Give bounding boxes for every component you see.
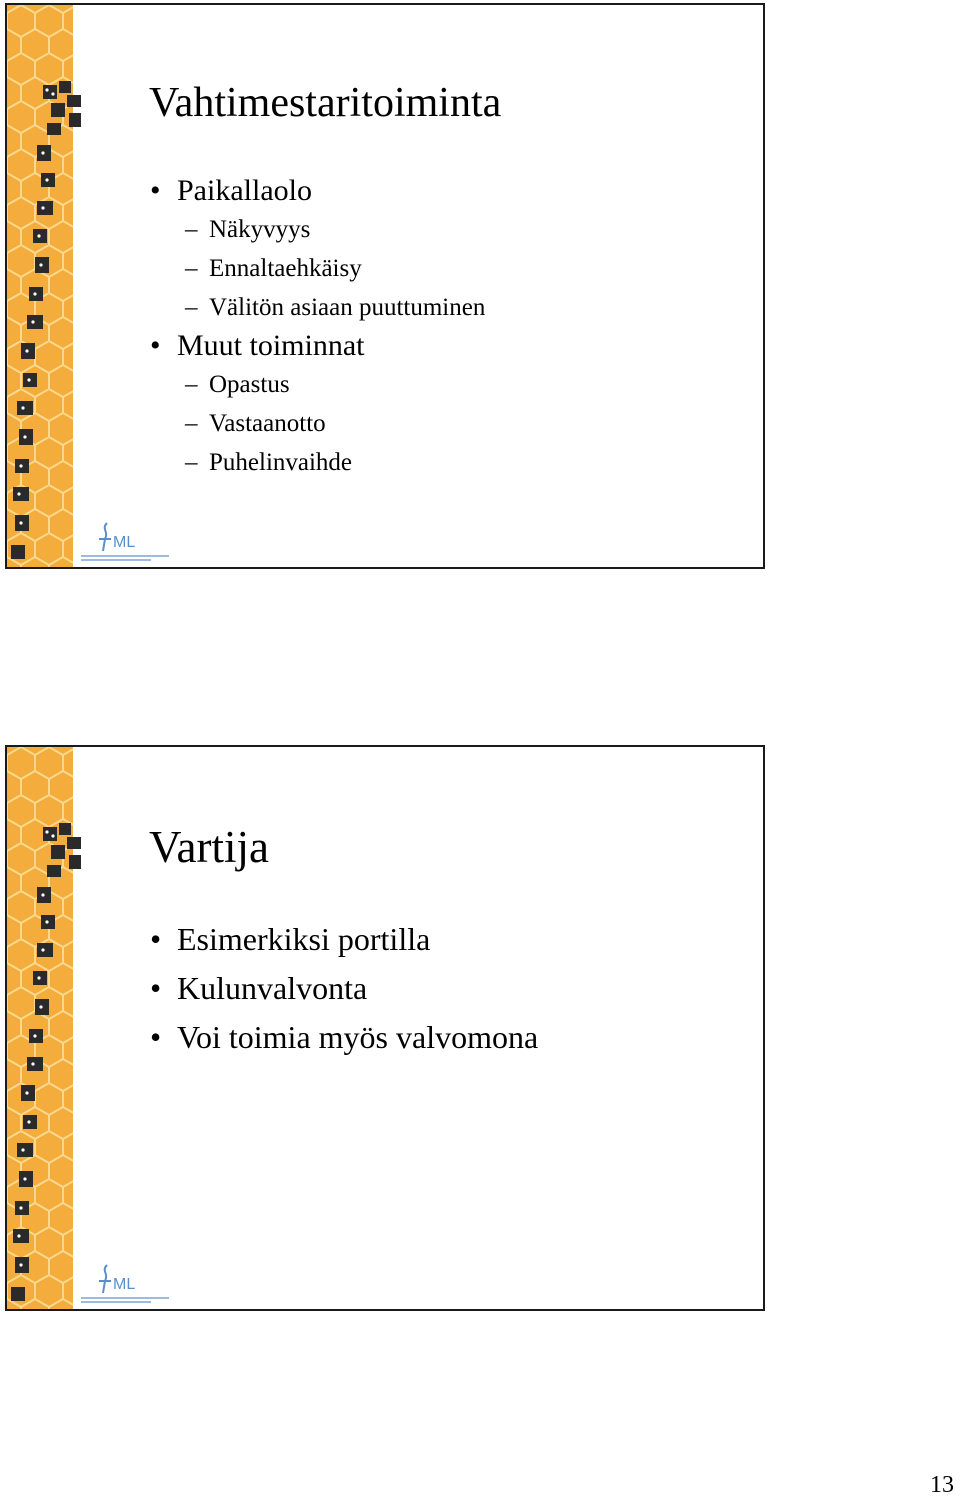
bullet-item: • Esimerkiksi portilla <box>149 915 538 964</box>
block-tower-icon <box>7 5 97 569</box>
honeycomb-strip <box>7 5 73 567</box>
sub-bullet-item: – Näkyvyys <box>149 210 485 249</box>
sub-bullet-item: – Puhelinvaihde <box>149 443 485 482</box>
bullet-item: • Paikallaolo <box>149 172 485 210</box>
sub-bullet-item: – Ennaltaehkäisy <box>149 249 485 288</box>
bullet-list <box>149 915 538 1062</box>
slide-title: Vartija <box>149 822 269 872</box>
tml-logo-icon <box>79 517 171 565</box>
honeycomb-strip <box>7 747 73 1309</box>
bullet-item: • Voi toimia myös valvomona <box>149 1013 538 1062</box>
sub-bullet-item: – Opastus <box>149 365 485 404</box>
svg-text:ML: ML <box>113 1276 136 1293</box>
bullet-item: • Muut toiminnat <box>149 327 485 365</box>
block-tower-icon <box>7 747 97 1311</box>
bullet-list <box>149 172 485 482</box>
slide-2 <box>5 745 765 1311</box>
page-number: 13 <box>930 1472 954 1498</box>
slide-title: Vahtimestaritoiminta <box>149 80 502 126</box>
bullet-item: • Kulunvalvonta <box>149 964 538 1013</box>
slide-1 <box>5 3 765 569</box>
sub-bullet-item: – Vastaanotto <box>149 404 485 443</box>
tml-logo-icon <box>79 1259 171 1307</box>
sub-bullet-item: – Välitön asiaan puuttuminen <box>149 288 485 327</box>
svg-text:ML: ML <box>113 534 136 551</box>
